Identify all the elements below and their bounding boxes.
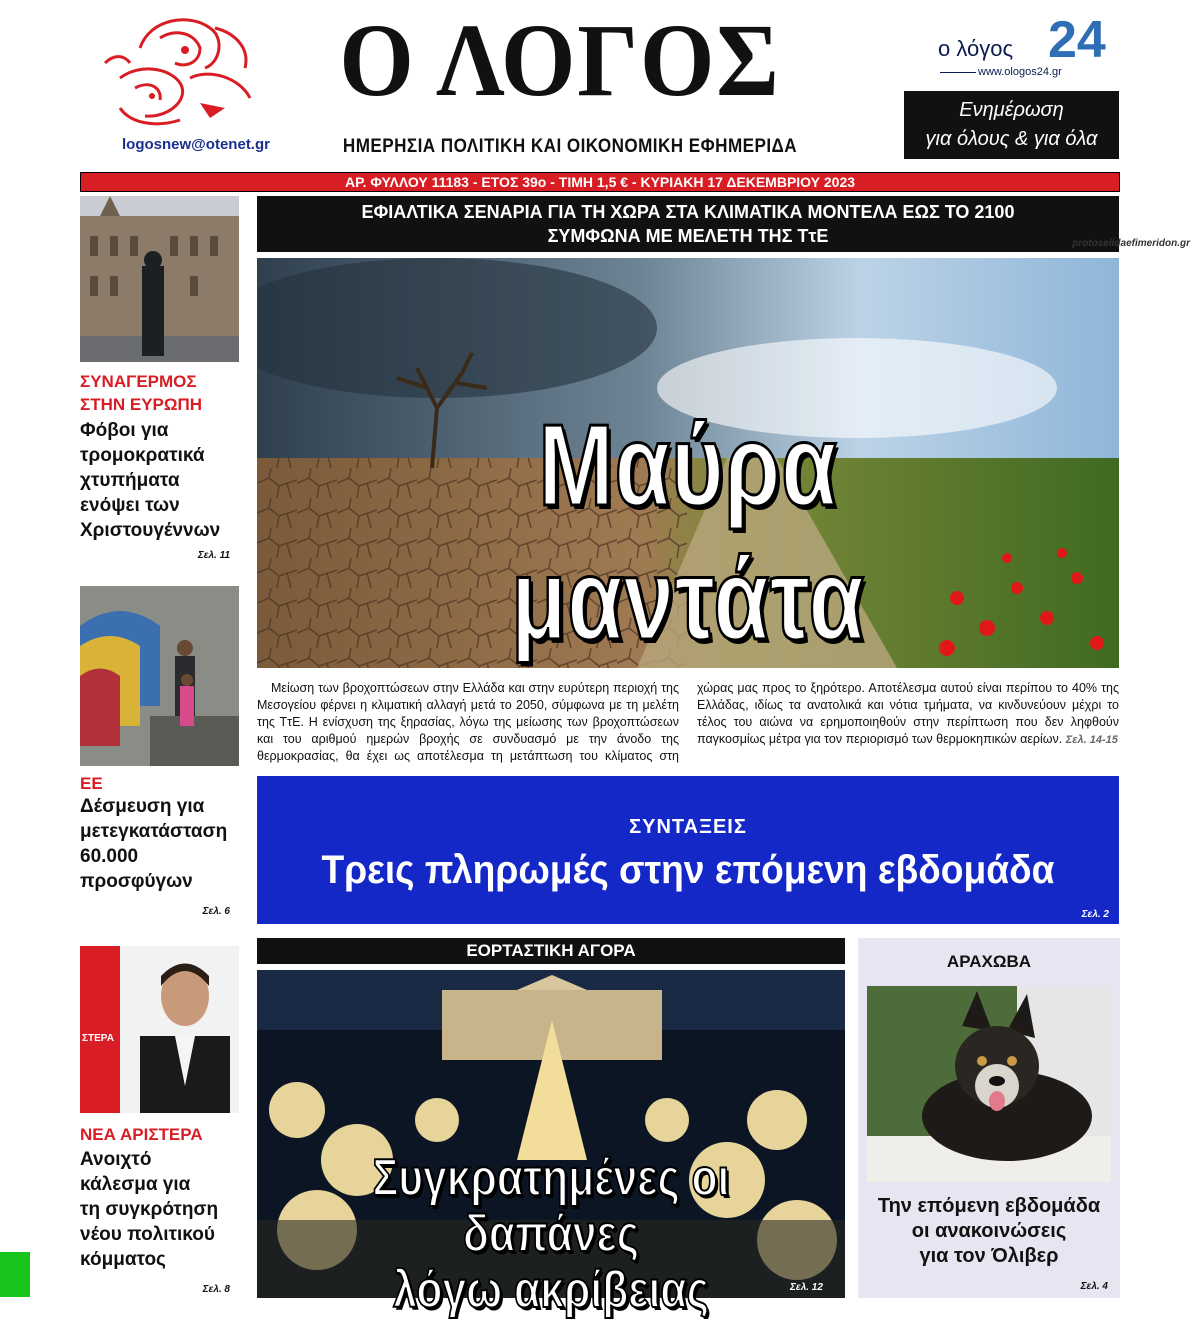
headline-line: χτυπήματα	[80, 470, 180, 491]
arachova-page-ref[interactable]: Σελ. 4	[1080, 1281, 1108, 1292]
sidebar-headline-new-left[interactable]	[80, 1147, 245, 1272]
slogan-box	[904, 91, 1119, 159]
sidebar-headline-eu[interactable]	[80, 794, 245, 894]
lead-story-banner	[257, 196, 1119, 252]
arachova-headline-line-1: Την επόμενη εβδομάδα	[877, 1195, 1101, 1217]
sidebar-kicker-europe-line-2: ΣΤΗΝ ΕΥΡΩΠΗ	[80, 395, 203, 414]
sidebar-page-ref-new-left[interactable]: Σελ. 8	[202, 1284, 230, 1295]
sidebar-page-ref-eu[interactable]: Σελ. 6	[202, 906, 230, 917]
slogan-line-2: για όλους & για όλα	[925, 128, 1098, 150]
lead-banner-line-1: ΕΦΙΑΛΤΙΚΑ ΣΕΝΑΡΙΑ ΓΙΑ ΤΗ ΧΩΡΑ ΣΤΑ ΚΛΙΜΑΤΙΚΑ ΜΟΝΤΕΛΑ ΕΩΣ ΤΟ 2100	[361, 202, 1015, 222]
issue-info-bar: ΑΡ. ΦΥΛΛΟΥ 11183 - ΕΤΟΣ 39ο - ΤΙΜΗ 1,5 € - ΚΥΡΙΑΚΗ 17 ΔΕΚΕΜΒΡΙΟΥ 2023	[80, 172, 1120, 192]
sidebar-kicker-new-left: ΝΕΑ ΑΡΙΣΤΕΡΑ	[80, 1125, 203, 1144]
agora-headline[interactable]	[314, 1150, 788, 1318]
headline-line: Φόβοι για	[80, 420, 169, 441]
lead-body-text: Μείωση των βροχοπτώσεων στην Ελλάδα και στην ευρύτερη περιοχή της Μεσογείου φέρνει η κλιματική αλλαγή μετά το 2050, σύμφωνα με τη μελέτη της ΤτΕ. Η ενίσχυση της ξηρασίας, λόγω της μείωσης των βροχοπτώσεων και του αριθμού ημερών βροχής σε συνδυασμό με την άνοδο της θερμοκρασίας, θα έχει ως αποτέλεσμα τη μετάπτωση του κλίματος στη χώρας μας προς το ξηρότερο. Αποτέλεσμα αυτού είναι περίπου το 40% της Ελλάδας, ιδίως τα ανατολικά και νότια τμήματα, να κινδυνεύουν μέχρι το τέλος του αιώνα να ερημοποιηθούν στην περίπτωση που δεν ληφθούν παγκοσμίως μέτρα για τον περιορισμό των θερμοκηπικών αερίων.	[257, 681, 1119, 763]
sidebar-photo-new-left	[80, 946, 239, 1113]
headline-line: Δέσμευση για	[80, 796, 205, 817]
lead-banner-line-2: ΣΥΜΦΩΝΑ ΜΕ ΜΕΛΕΤΗ ΤΗΣ ΤτΕ	[547, 226, 829, 246]
lead-headline[interactable]: Μαύρα μαντάτα	[511, 400, 865, 664]
pensions-kicker: ΣΥΝΤΑΞΕΙΣ	[629, 816, 747, 838]
headline-line: κόμματος	[80, 1249, 166, 1270]
newspaper-subtitle: ΗΜΕΡΗΣΙΑ ΠΟΛΙΤΙΚΗ ΚΑΙ ΟΙΚΟΝΟΜΙΚΗ ΕΦΗΜΕΡΙΔΑ	[342, 136, 798, 157]
headline-line: 60.000	[80, 846, 139, 867]
arachova-story-box[interactable]	[858, 938, 1120, 1298]
pensions-page-ref[interactable]: Σελ. 2	[1081, 909, 1109, 920]
lead-page-ref[interactable]: Σελ. 14-15	[1065, 734, 1118, 746]
pensions-story-box[interactable]	[257, 776, 1119, 924]
sidebar-photo-caption: ΣΤΕΡΑ	[82, 1033, 114, 1044]
agora-page-ref[interactable]: Σελ. 12	[790, 1282, 823, 1293]
slogan-line-1: Ενημέρωση	[959, 99, 1064, 121]
headline-line: τρομοκρατικά	[80, 445, 205, 466]
sidebar-headline-europe[interactable]	[80, 418, 245, 543]
sidebar-kicker-europe	[80, 370, 240, 416]
headline-line: νέου πολιτικού	[80, 1224, 215, 1245]
website-logo-rule	[940, 72, 976, 73]
agora-headline-line-1: Συγκρατημένες οι δαπάνες	[372, 1149, 730, 1263]
headline-line: κάλεσμα για	[80, 1174, 191, 1195]
arachova-headline-line-2: οι ανακοινώσεις	[911, 1220, 1067, 1242]
sidebar-kicker-europe-line-1: ΣΥΝΑΓΕΡΜΟΣ	[80, 372, 197, 391]
website-url[interactable]: www.ologos24.gr	[978, 66, 1062, 78]
source-credit: protoselidaefimeridon.gr	[1072, 238, 1190, 249]
sidebar-page-ref-europe[interactable]: Σελ. 11	[197, 550, 230, 561]
arachova-headline-line-3: για τον Όλιβερ	[919, 1245, 1059, 1267]
arachova-dog-photo	[867, 986, 1111, 1182]
headline-line: προσφύγων	[80, 871, 193, 892]
pensions-headline[interactable]: Τρεις πληρωμές στην επόμενη εβδομάδα	[321, 848, 1055, 892]
website-logo-number: 24	[1048, 11, 1106, 69]
headline-line: Ανοιχτό	[80, 1149, 152, 1170]
newspaper-title: Ο ΛΟΓΟΣ	[339, 3, 781, 118]
website-logo-text: ο λόγος	[938, 36, 1014, 61]
arachova-kicker: ΑΡΑΧΩΒΑ	[946, 952, 1032, 971]
arachova-headline[interactable]	[858, 1194, 1120, 1269]
edge-marker	[0, 1252, 30, 1297]
lead-story-body	[257, 680, 1119, 765]
agora-headline-line-2: λόγω ακρίβειας	[393, 1261, 709, 1319]
headline-line: ενόψει των	[80, 495, 180, 516]
agora-kicker: ΕΟΡΤΑΣΤΙΚΗ ΑΓΟΡΑ	[257, 938, 845, 964]
headline-line: Χριστουγέννων	[80, 520, 221, 541]
newspaper-emblem	[100, 8, 270, 133]
website-logo[interactable]	[930, 10, 1106, 85]
sidebar-photo-europe	[80, 196, 239, 362]
sidebar-kicker-eu: ΕΕ	[80, 774, 103, 793]
sidebar-photo-refugees	[80, 586, 239, 766]
headline-line: μετεγκατάσταση	[80, 821, 228, 842]
contact-email[interactable]: logosnew@otenet.gr	[122, 136, 270, 153]
headline-line: τη συγκρότηση	[80, 1199, 219, 1220]
